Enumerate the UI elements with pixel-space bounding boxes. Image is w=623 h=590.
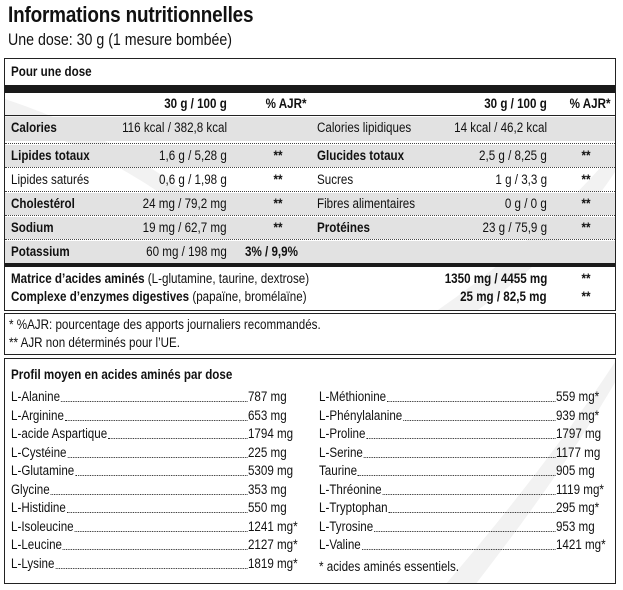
dot-leader [75, 475, 247, 476]
col-header-amount-right: 30 g / 100 g [484, 96, 547, 111]
amino-name: L-acide Aspartique [11, 426, 108, 441]
amino-name: L-Phénylalanine [319, 407, 403, 423]
amino-row [11, 556, 303, 572]
amino-row [319, 389, 611, 405]
amino-value: 905 mg [555, 463, 595, 478]
matrix-label-bold: Matrice d’acides aminés [11, 271, 145, 286]
nutrient-ajr: ** [273, 196, 283, 211]
amino-value: 787 mg [247, 389, 287, 404]
amino-value: 1797 mg [555, 426, 602, 441]
amino-name: L-Leucine [11, 537, 62, 552]
matrix-label-rest: (L-glutamine, taurine, dextrose) [144, 271, 310, 286]
amino-value: 1119 mg* [555, 481, 604, 497]
serving-size: Une dose: 30 g (1 mesure bombée) [8, 31, 233, 49]
enzymes-label [11, 289, 307, 305]
amino-name: L-Thréonine [319, 481, 382, 497]
essential-note: * acides aminés essentiels. [319, 559, 460, 574]
page-title: Informations nutritionnelles [8, 2, 254, 27]
dot-leader [387, 401, 555, 402]
col-header-ajr-right: % AJR* [570, 96, 611, 111]
amino-row [319, 519, 611, 535]
dot-leader [74, 531, 247, 532]
dot-leader [61, 401, 247, 402]
amino-value: 939 mg* [555, 407, 600, 423]
amino-name: L-Valine [319, 537, 361, 552]
nutrient-ajr: 3% / 9,9% [245, 244, 298, 259]
nutrient-label: Glucides totaux [317, 148, 405, 163]
nutrient-value: 24 mg / 79,2 mg [143, 196, 227, 211]
amino-name: L-Méthionine [319, 389, 387, 404]
amino-value: 353 mg [247, 481, 287, 497]
dot-leader [65, 420, 247, 421]
amino-value: 225 mg [247, 444, 287, 460]
matrix-ajr: ** [581, 271, 591, 286]
nutrient-value: 116 kcal / 382,8 kcal [122, 120, 227, 135]
amino-row [319, 537, 611, 553]
amino-name: L-Isoleucine [11, 518, 74, 534]
footnotes [4, 313, 616, 355]
matrix-label [11, 271, 309, 287]
dot-leader [382, 494, 555, 495]
col-header-amount-left: 30 g / 100 g [164, 96, 227, 111]
nutrient-label: Cholestérol [11, 196, 75, 211]
col-header-ajr-left: % AJR* [266, 96, 307, 111]
row-band [5, 241, 615, 263]
row-divider [5, 115, 615, 116]
amino-value: 653 mg [247, 407, 287, 423]
dot-leader [51, 494, 248, 495]
nutrient-label: Potassium [11, 244, 70, 259]
amino-name: L-Cystéine [11, 444, 67, 460]
amino-value: 295 mg* [555, 500, 600, 515]
nutrient-value: 19 mg / 62,7 mg [143, 220, 227, 235]
nutrient-ajr: ** [273, 148, 283, 163]
matrix-value: 1350 mg / 4455 mg [444, 271, 547, 286]
amino-value: 1421 mg* [555, 537, 606, 552]
matrix-divider [5, 263, 615, 267]
amino-value: 1177 mg [555, 444, 601, 460]
amino-row [11, 408, 303, 424]
amino-value: 559 mg* [555, 389, 600, 404]
amino-name: L-Histidine [11, 500, 66, 515]
dot-leader [388, 512, 555, 513]
dot-leader [67, 457, 247, 458]
nutrient-label: Lipides totaux [11, 148, 90, 163]
amino-name: L-Tyrosine [319, 518, 374, 534]
amino-name: L-Proline [319, 426, 366, 441]
enzymes-value: 25 mg / 82,5 mg [460, 289, 547, 304]
dot-leader [403, 420, 555, 421]
row-rule [5, 191, 615, 192]
amino-row [319, 408, 611, 424]
nutrient-label: Fibres alimentaires [317, 196, 416, 211]
footnote-undetermined: ** AJR non déterminés pour l’UE. [9, 335, 181, 350]
amino-row [319, 426, 611, 442]
amino-row [319, 500, 611, 516]
nutrition-table [4, 58, 616, 311]
amino-name: L-Serine [319, 444, 363, 460]
nutrient-ajr: ** [273, 172, 283, 187]
amino-value: 953 mg [555, 518, 595, 534]
nutrient-ajr: ** [273, 220, 283, 235]
nutrient-value: 23 g / 75,9 g [482, 220, 547, 235]
amino-value: 550 mg [247, 500, 287, 515]
nutrient-value: 0,6 g / 1,98 g [159, 172, 227, 187]
amino-row [11, 389, 303, 405]
amino-row [11, 537, 303, 553]
nutrient-ajr: ** [581, 172, 591, 187]
nutrient-value: 14 kcal / 46,2 kcal [454, 120, 547, 135]
nutrient-label: Sucres [317, 172, 354, 187]
amino-row [11, 500, 303, 516]
amino-name: L-Arginine [11, 407, 64, 423]
amino-row [11, 519, 303, 535]
dot-leader [362, 549, 556, 550]
nutrient-value: 1,6 g / 5,28 g [159, 148, 227, 163]
dot-leader [67, 512, 247, 513]
dot-leader [364, 457, 555, 458]
amino-name: Glycine [11, 481, 50, 497]
amino-name: L-Tryptophan [319, 500, 388, 515]
amino-row [11, 463, 303, 479]
nutrient-ajr: ** [581, 196, 591, 211]
nutrient-value: 1 g / 3,3 g [495, 172, 547, 187]
amino-name: L-Lysine [11, 555, 55, 571]
dot-leader [63, 549, 247, 550]
row-rule [5, 215, 615, 216]
section-title: Pour une dose [11, 64, 92, 79]
nutrient-value: 2,5 g / 8,25 g [479, 148, 547, 163]
amino-row [11, 482, 303, 498]
amino-row [319, 463, 611, 479]
amino-row [11, 445, 303, 461]
amino-name: L-Alanine [11, 389, 61, 404]
amino-name: L-Glutamine [11, 463, 75, 478]
amino-title: Profil moyen en acides aminés par dose [11, 367, 233, 382]
amino-acid-profile [4, 358, 616, 584]
dot-leader [108, 438, 247, 439]
nutrient-label: Calories [11, 120, 57, 135]
footnote-ajr: * %AJR: pourcentage des apports journaliers recommandés. [9, 317, 321, 332]
row-rule [5, 143, 615, 144]
amino-row [319, 482, 611, 498]
row-rule [5, 167, 615, 168]
header-divider [5, 85, 615, 93]
amino-value: 1241 mg* [247, 518, 298, 534]
dot-leader [55, 568, 247, 569]
nutrient-label: Calories lipidiques [317, 120, 412, 135]
nutrient-value: 0 g / 0 g [505, 196, 547, 211]
amino-value: 2127 mg* [247, 537, 298, 552]
amino-value: 5309 mg [247, 463, 294, 478]
amino-value: 1819 mg* [247, 555, 298, 571]
nutrient-ajr: ** [581, 220, 591, 235]
row-rule [5, 239, 615, 240]
nutrient-label: Sodium [11, 220, 54, 235]
nutrient-label: Protéines [317, 220, 370, 235]
nutrient-ajr: ** [581, 148, 591, 163]
amino-row [11, 426, 303, 442]
dot-leader [374, 531, 555, 532]
enzymes-ajr: ** [581, 289, 591, 304]
dot-leader [358, 475, 555, 476]
nutrient-value: 60 mg / 198 mg [146, 244, 227, 259]
enzymes-label-rest: (papaïne, bromélaïne) [189, 289, 307, 304]
nutrient-label: Lipides saturés [11, 172, 90, 187]
amino-value: 1794 mg [247, 426, 294, 441]
amino-name: Taurine [319, 463, 358, 478]
amino-row [319, 445, 611, 461]
enzymes-label-bold: Complexe d’enzymes digestives [11, 289, 190, 304]
dot-leader [366, 438, 555, 439]
